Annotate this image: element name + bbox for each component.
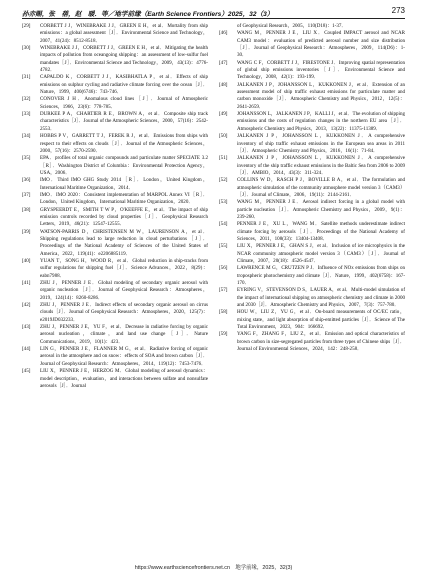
reference-entry <box>219 30 405 59</box>
reference-text: CORBETT J J，WINEBRAKE J J，GREEN E H，et al．Mortality from ship emissions：a global assessment［J］．Environmental Science and Technology，2007，41(24)：8512-8518． <box>40 23 208 44</box>
reference-entry <box>22 280 208 302</box>
reference-text: WANG M，PENNER J E，LIU X．Coupled IMPACT aerosol and NCAR CAM3 model：evaluation of predicted aerosol number and size distribution［J］．Journal of Geophysical Research：Atmospheres，2009，114(D6)：1-30． <box>237 30 405 59</box>
reference-number: [51] <box>219 155 228 162</box>
reference-text: WATSON-PARRIS D，CHRISTENSEN M W，LAURENSON A，et al．Shipping regulations lead to large reduction in cloud perturbations［J］．Proceedings of the National Academy of Sciences of the United States of America，2022，119(41)：e2206885119． <box>40 228 208 257</box>
reference-number: [49] <box>219 111 228 118</box>
reference-text: DURKEE P A，CHARTIER R E，BROWN A，et al．Composite ship track characteristics［J］．Journal of the Atmospheric Sciences，2000，57(16)：2542-2553． <box>40 111 208 132</box>
reference-number: [29] <box>22 23 31 29</box>
reference-number: [59] <box>219 331 228 338</box>
reference-number: [52] <box>219 177 228 184</box>
reference-text: EPA．profiles of total organic compounds and particulate matter SPECIATE 3.2［R］．Washington District of Columbia：Environmental Protection Agency，USA，2006． <box>40 155 208 176</box>
reference-text: ZHU J，PENNER J E．Global modeling of secondary organic aerosol with organic nucleation［J］．Journal of Geophysical Research：Atmospheres，2019，124(14)：8260-8286． <box>40 280 208 301</box>
reference-entry <box>22 346 208 368</box>
header-rule <box>22 18 405 19</box>
reference-number: [33] <box>22 111 31 118</box>
reference-text: COLLINS W D，RASCH P J，BOVILLE B A，et al．The formulation and atmospheric simulation of the community atmosphere model version 3（CAM3）［J］．Journal of Climate，2006，19(11)：2144-2161． <box>237 177 405 198</box>
reference-number: [37] <box>22 191 31 198</box>
reference-entry <box>219 309 405 331</box>
reference-number: [30] <box>22 45 31 52</box>
reference-entry <box>219 265 405 287</box>
reference-number: [47] <box>219 59 228 66</box>
reference-text: WANG C F，CORBETT J J，FIRESTONE J．Improving spatial representation of global ship emissions inventories［J］．Environmental Science and Technology，2008，42(1)：193-199． <box>237 59 405 81</box>
reference-column-left <box>22 23 208 390</box>
reference-entry <box>219 82 405 111</box>
reference-text: LIU X，PENNER J E，GHAN S J，et al．Inclusion of ice microphysics in the NCAR community atmospheric model version 3（CAM3）［J］．Journal of Climate，2007，20(18)：4526-4547． <box>237 243 405 264</box>
reference-text: HOU W，LIU Z，YU G，et al．On-board measurements of OC/EC ratio，mixing state，and light absorption of ship-emitted particles［J］．Science of The Total Environment，2023，904：166692． <box>237 309 405 331</box>
reference-text: CONOVER J H．Anomalous cloud lines［J］．Journal of Atmospheric Sciences，1966，23(6)：778-785． <box>40 96 208 110</box>
reference-entry <box>22 155 208 177</box>
reference-number: [34] <box>22 133 31 140</box>
reference-text: GRYSPEERDT E，SMITH T W P，O'KEEFFE E，et al．The impact of ship emission controls recorded by cloud properties［J］．Geophysical Research Letters，2019，46(21)：12547-12555． <box>40 206 208 228</box>
reference-entry <box>22 192 208 207</box>
reference-number: [56] <box>219 265 228 272</box>
reference-text: JALKANEN J P，JOHANSSON L，KUKKONEN J，et al．Extension of an assessment model of ship traffic exhaust emissions for particulate matter and carbon monoxide［J］．Atmospheric Chemistry and Physics，2012，12(5)：2641-2659． <box>237 81 405 110</box>
reference-number: [40] <box>22 258 31 264</box>
reference-entry <box>219 287 405 309</box>
reference-entry <box>219 155 405 177</box>
reference-entry <box>22 23 208 45</box>
reference-text: LIU X，PENNER J E，HERZOG M．Global modeling of aerosol dynamics：model description，evaluation，and interactions between sulfate and nonsulfate aerosols［J］．Journal <box>40 368 208 389</box>
reference-entry <box>219 111 405 133</box>
reference-entry <box>22 258 208 280</box>
reference-entry <box>219 199 405 221</box>
reference-text: LAWRENCE M G，CRUTZEN P J．Influence of NOx emissions from ships on tropospheric photochemistry and climate［J］．Nature，1999，402(6758)：167-170． <box>237 265 405 287</box>
header-authors-journal: 孙赤赐，张 蓓，赵 暖．等／地学前缘（Earth Science Frontiers）2025，32（3） <box>22 11 274 18</box>
reference-number: [50] <box>219 133 228 140</box>
reference-entry <box>22 229 208 258</box>
reference-text: ZHU J，PENNER J E，YU F，et al．Decrease in radiative forcing by organic aerosol nucleation，climate，and land use change［J］．Nature Communications，2019，10(1)：423． <box>40 324 208 345</box>
reference-text: LIN G，PENNER J E，FLANNER M G，et al．Radiative forcing of organic aerosol in the atmosphere and on snow：effects of SOA and brown carbon［J］．Journal of Geophysical Research：Atmospheres，2014，119(12)：7453-7476． <box>40 346 208 367</box>
reference-number: [48] <box>219 81 228 88</box>
reference-number: [32] <box>22 96 31 103</box>
running-header <box>22 8 405 22</box>
reference-text: YUAN T，SONG H，WOOD R，et al．Global reduction in ship-tracks from sulfur regulations for shipping fuel［J］．Science Advances，2022，8(29)：eabn7988． <box>40 258 208 279</box>
reference-text: PENNER J E，XU L，WANG M．Satellite methods underestimate indirect climate forcing by aerosols［J］．Proceedings of the National Academy of Sciences，2011，108(33)：13404-13408． <box>237 221 405 242</box>
reference-number: [43] <box>22 324 31 331</box>
reference-entry <box>219 177 405 199</box>
reference-text: ZHU J，PENNER J E．Indirect effects of secondary organic aerosol on cirrus clouds［J］．Journal of Geophysical Research：Atmospheres，2020，125(7)：e2019JD032233． <box>40 302 208 323</box>
reference-text: IMO．IMO 2020：Consistent implementation of MARPOL Annex VI［R］．London，United Kingdom，International Maritime Organization，2020． <box>40 191 208 206</box>
reference-entry <box>22 45 208 74</box>
reference-entry <box>219 60 405 82</box>
reference-number: [54] <box>219 221 228 228</box>
reference-entry <box>219 221 405 243</box>
reference-entry <box>22 368 208 390</box>
reference-entry <box>22 207 208 229</box>
reference-entry <box>219 133 405 155</box>
reference-number: [45] <box>22 368 31 375</box>
reference-text: WINEBRAKE J J，CORBETT J J，GREEN E H，et al．Mitigating the health impacts of pollution from oceangoing shipping：an assessment of low-sulfur fuel mandates［J］．Environmental Science and Technology，2009，43(13)：4776-4782． <box>40 45 208 74</box>
reference-number: [36] <box>22 177 31 184</box>
reference-entry <box>22 324 208 346</box>
reference-number: [53] <box>219 199 228 206</box>
page-number: 273 <box>391 6 405 15</box>
reference-entry-continued <box>219 23 405 30</box>
page-footer-url: https://www.earthsciencefrontiers.net.cn 地学前缘，2025，32(3) <box>134 565 293 571</box>
reference-entry <box>22 133 208 155</box>
reference-text: JALKANEN J P，JOHANSSON L，KUKKONEN J．A comprehensive inventory of ship traffic exhaust emissions in the European sea areas in 2011［J］．Atmospheric Chemistry and Physics，2016，16(1)：71-84． <box>237 133 405 154</box>
reference-number: [39] <box>22 228 31 235</box>
reference-number: [44] <box>22 346 31 353</box>
reference-number: [42] <box>22 302 31 309</box>
reference-number: [46] <box>219 30 228 37</box>
reference-text: YANG F，ZHANG F，LIU Z，et al．Emission and optical characteristics of brown carbon in size-segregated particles from three types of Chinese ships［J］．Journal of Environmental Sciences，2024，142：248-258． <box>237 331 405 353</box>
reference-number: [31] <box>22 74 31 81</box>
reference-entry <box>219 331 405 353</box>
reference-entry <box>219 243 405 265</box>
reference-number: [57] <box>219 287 228 294</box>
reference-entry <box>22 111 208 133</box>
reference-text: JOHANSSON L，JALKANEN J P，KALLI J，et al．The evolution of shipping emissions and the costs of regulation changes in the northern EU area［J］．Atmospheric Chemistry and Physics，2013，13(22)：11375-11389． <box>237 111 405 132</box>
reference-number: [58] <box>219 309 228 316</box>
reference-number: [38] <box>22 206 31 213</box>
reference-entry <box>22 302 208 324</box>
reference-entry <box>22 96 208 111</box>
reference-entry <box>22 74 208 96</box>
reference-text: EYRING V，STEVENSON D S，LAUER A，et al．Multi-model simulation of the impact of international shipping on atmospheric chemistry and climate in 2000 and 2030［J］．Atmospheric Chemistry and Physics，2007，7(3)：757-780． <box>237 287 405 309</box>
reference-number: [35] <box>22 155 31 162</box>
reference-entry <box>22 177 208 192</box>
reference-column-right <box>219 23 405 353</box>
reference-text: of Geophysical Research，2005，110(D18)：1-37． <box>237 23 347 29</box>
reference-text: HOBBS P V，GARRETT T J，FEREK R J，et al．Emissions from ships with respect to their effects on clouds［J］．Journal of the Atmospheric Sciences，2000，57(16)：2570-2590． <box>40 133 208 154</box>
reference-text: JALKANEN J P，JOHANSSON L，KUKKONEN J．A comprehensive inventory of the ship traffic exhaust emissions in the Baltic Sea from 2006 to 2009［J］．AMBIO，2014，43(3)：311-324． <box>237 155 405 176</box>
reference-number: [41] <box>22 280 31 287</box>
reference-text: CAPALDO K，CORBETT J J，KASIBHATLA P，et al．Effects of ship emissions on sulphur cycling and radiative climate forcing over the ocean［J］．Nature，1999，400(6746)：743-746． <box>40 74 208 96</box>
reference-text: WANG M，PENNER J E．Aerosol indirect forcing in a global model with particle nucleation［J］．Atmospheric Chemistry and Physics，2009，9(1)：239-260． <box>237 199 405 220</box>
reference-number: [55] <box>219 243 228 250</box>
reference-text: IMO．Third IMO GHG Study 2014［R］．London，United Kingdom，International Maritime Organization，2014． <box>40 177 208 191</box>
